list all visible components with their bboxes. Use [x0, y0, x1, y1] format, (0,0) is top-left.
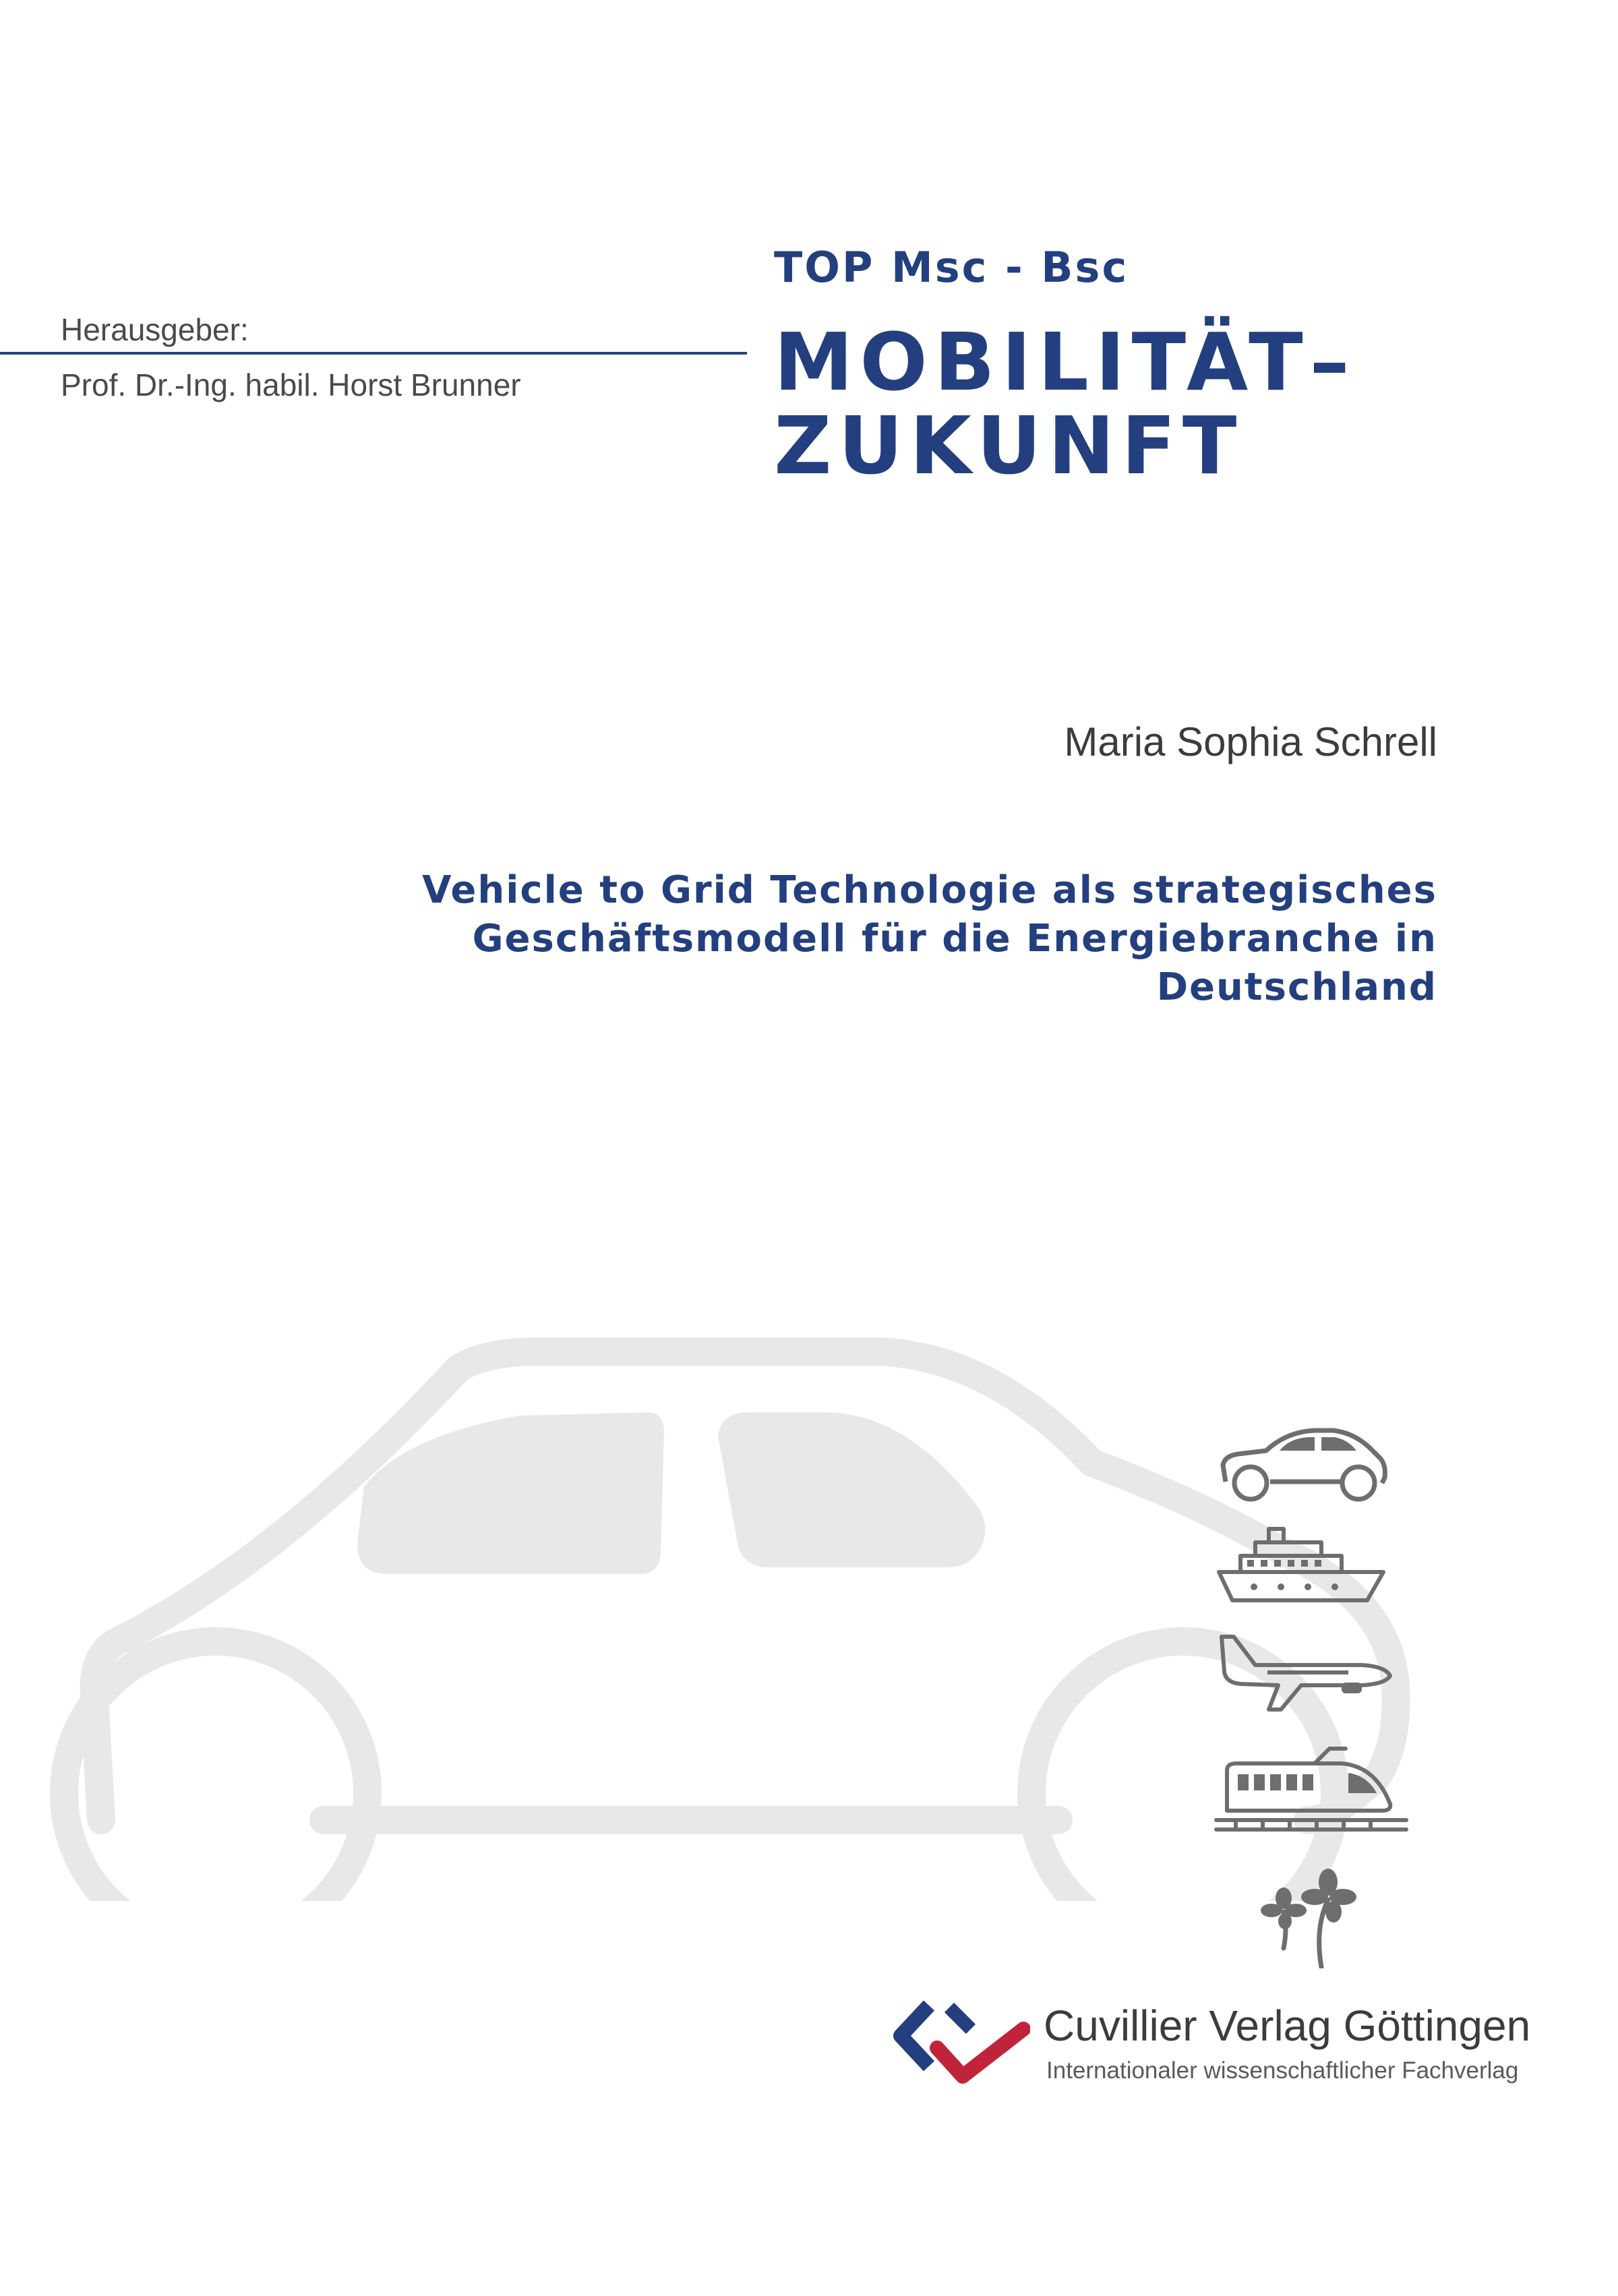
- book-title-line1: Vehicle to Grid Technologie als strategisches: [422, 868, 1437, 912]
- palm-tree-icon: [1254, 1867, 1362, 1968]
- train-icon: [1214, 1746, 1409, 1834]
- book-title-line3: Deutschland: [1156, 965, 1437, 1009]
- series-label: TOP Msc - Bsc: [774, 243, 1129, 292]
- book-title: [89, 866, 1437, 1012]
- publisher-subtitle: Internationaler wissenschaftlicher Fachverlag: [1046, 2057, 1519, 2084]
- airplane-icon: [1214, 1631, 1396, 1712]
- series-title: [774, 315, 1356, 492]
- author-name: Maria Sophia Schrell: [1064, 719, 1437, 764]
- car-icon: [1214, 1424, 1396, 1505]
- publisher-name: Cuvillier Verlag Göttingen: [1044, 2001, 1531, 2050]
- series-title-line2: ZUKUNFT: [774, 399, 1244, 492]
- editor-divider: [0, 352, 747, 355]
- ship-icon: [1214, 1525, 1389, 1606]
- book-title-line2: Geschäftsmodell für die Energiebranche in: [472, 917, 1437, 961]
- editor-label: Herausgeber:: [61, 312, 249, 347]
- series-title-line1: MOBILITÄT–: [774, 315, 1356, 409]
- publisher-logo: [889, 1995, 1030, 2110]
- editor-name: Prof. Dr.-Ing. habil. Horst Brunner: [61, 367, 521, 402]
